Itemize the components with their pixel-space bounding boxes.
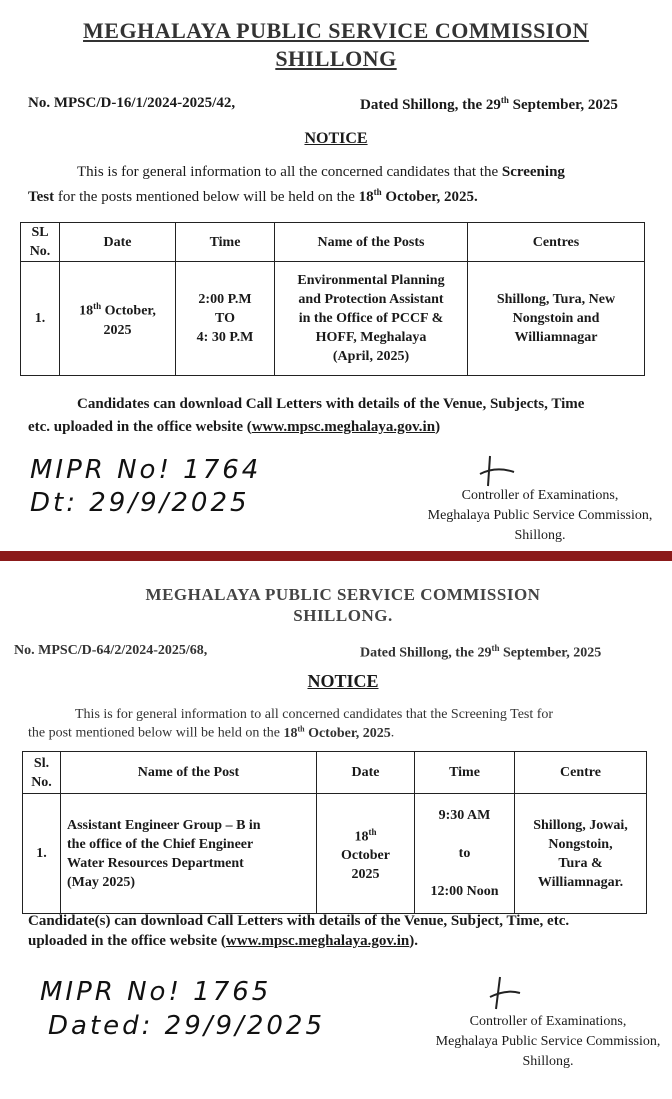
cell-date: 18th October, 2025	[60, 262, 176, 376]
header-time: Time	[415, 752, 515, 794]
header-date: Date	[317, 752, 415, 794]
header-date: Date	[60, 223, 176, 262]
table-header-row	[21, 223, 645, 262]
org-name: MEGHALAYA PUBLIC SERVICE COMMISSION	[83, 18, 589, 43]
handwritten-date: Dated: 29/9/2025	[48, 1011, 325, 1041]
footer-line1: Candidate(s) can download Call Letters with details of the Venue, Subject, Time, etc.	[28, 913, 570, 929]
notice-body-line1: This is for general information to all concerned candidates that the Screening Test for	[75, 707, 554, 722]
cell-centre: Shillong, Jowai, Nongstoin, Tura & Williamnagar.	[515, 794, 647, 914]
footer-line2: uploaded in the office website (www.mpsc.meghalaya.gov.in).	[28, 933, 419, 949]
cell-sl: 1.	[23, 794, 61, 914]
reference-number: No. MPSC/D-16/1/2024-2025/42,	[28, 95, 236, 111]
header-sl-no: SL No.	[21, 223, 60, 262]
website-link[interactable]: www.mpsc.meghalaya.gov.in	[251, 419, 436, 435]
header-post: Name of the Post	[61, 752, 317, 794]
table-header-row	[23, 752, 647, 794]
handwritten-date: Dt: 29/9/2025	[30, 488, 250, 518]
notice-divider	[0, 551, 672, 561]
schedule-table	[20, 222, 645, 376]
org-city: SHILLONG.	[293, 606, 393, 625]
website-link[interactable]: www.mpsc.meghalaya.gov.in	[225, 933, 410, 949]
controller-signature-block: Controller of Examinations, Meghalaya Public Service Commission, Shillong.	[427, 488, 653, 543]
header-sl-no: Sl. No.	[23, 752, 61, 794]
cell-centre: Shillong, Tura, New Nongstoin and Williamnagar	[468, 262, 645, 376]
schedule-table	[22, 751, 647, 914]
footer-line1: Candidates can download Call Letters with details of the Venue, Subjects, Time	[77, 396, 585, 412]
cell-time: 9:30 AM to 12:00 Noon	[415, 794, 515, 914]
header-centres: Centres	[468, 223, 645, 262]
table-row	[21, 262, 645, 376]
notice-body-line1: This is for general information to all the concerned candidates that the Screening	[77, 164, 565, 180]
notice-2	[0, 561, 672, 1099]
notice-title: NOTICE	[307, 671, 379, 691]
controller-signature-block: Controller of Examinations, Meghalaya Public Service Commission, Shillong.	[435, 1014, 661, 1069]
reference-number: No. MPSC/D-64/2/2024-2025/68,	[14, 643, 208, 658]
notice-body-line2: Test for the posts mentioned below will be held on the 18th October, 2025.	[28, 187, 478, 205]
org-city: SHILLONG	[275, 46, 397, 71]
cell-date: 18th October 2025	[317, 794, 415, 914]
org-name: MEGHALAYA PUBLIC SERVICE COMMISSION	[145, 585, 541, 604]
signature-mark	[486, 971, 526, 1011]
table-row	[23, 794, 647, 914]
notice-date: Dated Shillong, the 29th September, 2025	[360, 95, 618, 113]
header-time: Time	[176, 223, 275, 262]
footer-line2: etc. uploaded in the office website (www.mpsc.meghalaya.gov.in)	[28, 419, 441, 435]
handwritten-mipr-number: MIPR No! 1765	[40, 977, 272, 1007]
handwritten-mipr-number: MIPR No! 1764	[30, 455, 262, 485]
header-centre: Centre	[515, 752, 647, 794]
notice-body-line2: the post mentioned below will be held on the 18th October, 2025.	[28, 724, 395, 741]
notice-title: NOTICE	[304, 130, 368, 147]
signature-mark	[478, 452, 518, 488]
cell-post: Assistant Engineer Group – B in the office of the Chief Engineer Water Resources Department (May 2025)	[61, 794, 317, 914]
header-posts: Name of the Posts	[275, 223, 468, 262]
notice-date: Dated Shillong, the 29th September, 2025	[360, 643, 602, 661]
cell-time: 2:00 P.M TO 4: 30 P.M	[176, 262, 275, 376]
cell-post: Environmental Planning and Protection Assistant in the Office of PCCF & HOFF, Meghalaya (April, 2025)	[275, 262, 468, 376]
cell-sl: 1.	[21, 262, 60, 376]
